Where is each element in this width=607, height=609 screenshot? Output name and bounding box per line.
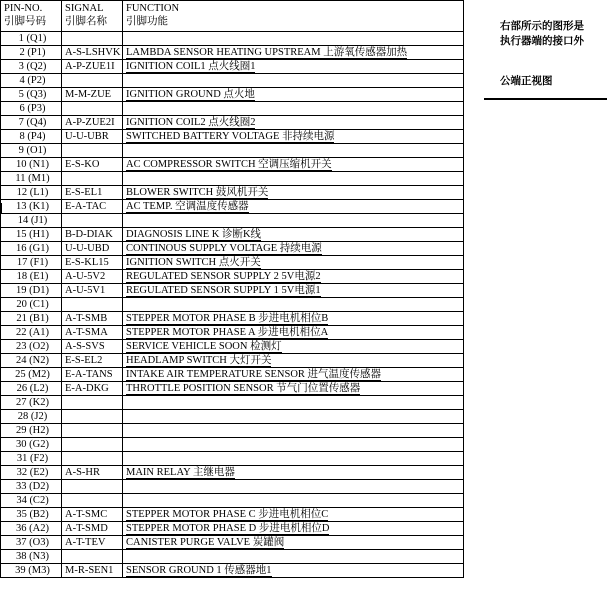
pin-function bbox=[123, 382, 464, 396]
pin-function bbox=[123, 536, 464, 550]
signal-name: E-S-KO bbox=[62, 158, 123, 172]
table-row bbox=[1, 396, 464, 410]
signal-name bbox=[62, 32, 123, 46]
pin-number: 36 (A2) bbox=[1, 522, 62, 536]
table-row bbox=[1, 102, 464, 116]
pin-function bbox=[123, 312, 464, 326]
pin-function bbox=[123, 480, 464, 494]
table-row bbox=[1, 144, 464, 158]
pin-number: 1 (Q1) bbox=[1, 32, 62, 46]
signal-name bbox=[62, 144, 123, 158]
pin-function-text: MAIN RELAY 主继电器 bbox=[126, 466, 235, 478]
table-row bbox=[1, 424, 464, 438]
pin-function bbox=[123, 298, 464, 312]
pin-function-text: AC TEMP. 空调温度传感器 bbox=[126, 200, 249, 212]
signal-name: A-U-5V1 bbox=[62, 284, 123, 298]
table-row bbox=[1, 270, 464, 284]
table-row bbox=[1, 508, 464, 522]
pin-function-text: STEPPER MOTOR PHASE A 步进电机相位A bbox=[126, 326, 329, 338]
signal-name bbox=[62, 438, 123, 452]
table-row bbox=[1, 172, 464, 186]
pin-function-text: LAMBDA SENSOR HEATING UPSTREAM 上游氧传感器加热 bbox=[126, 46, 408, 58]
pin-function bbox=[123, 396, 464, 410]
pin-number: 35 (B2) bbox=[1, 508, 62, 522]
table-row bbox=[1, 354, 464, 368]
pin-function-text: SWITCHED BATTERY VOLTAGE 非持续电源 bbox=[126, 130, 335, 142]
pin-function bbox=[123, 74, 464, 88]
table-row bbox=[1, 116, 464, 130]
pin-header: PIN-NO. 引脚号码 bbox=[1, 1, 62, 32]
signal-name bbox=[62, 396, 123, 410]
table-row bbox=[1, 438, 464, 452]
signal-name bbox=[62, 102, 123, 116]
pin-function bbox=[123, 228, 464, 242]
pin-function bbox=[123, 256, 464, 270]
pin-number: 5 (Q3) bbox=[1, 88, 62, 102]
signal-name: A-U-5V2 bbox=[62, 270, 123, 284]
pin-function-text: DIAGNOSIS LINE K 诊断K线 bbox=[126, 228, 262, 240]
pin-function bbox=[123, 284, 464, 298]
pin-function bbox=[123, 102, 464, 116]
pin-function bbox=[123, 466, 464, 480]
table-row bbox=[1, 88, 464, 102]
pin-number: 15 (H1) bbox=[1, 228, 62, 242]
pin-function bbox=[123, 158, 464, 172]
table-row bbox=[1, 410, 464, 424]
table-row bbox=[1, 466, 464, 480]
pin-function bbox=[123, 144, 464, 158]
table-row bbox=[1, 382, 464, 396]
pin-number: 17 (F1) bbox=[1, 256, 62, 270]
pin-function-text: INTAKE AIR TEMPERATURE SENSOR 进气温度传感器 bbox=[126, 368, 382, 380]
diagram-note bbox=[500, 19, 584, 49]
pin-number: 9 (O1) bbox=[1, 144, 62, 158]
border-mark bbox=[0, 203, 2, 213]
table-row bbox=[1, 46, 464, 60]
pin-function bbox=[123, 172, 464, 186]
pin-function bbox=[123, 452, 464, 466]
pin-function bbox=[123, 550, 464, 564]
table-row bbox=[1, 522, 464, 536]
table-row bbox=[1, 312, 464, 326]
table-row bbox=[1, 74, 464, 88]
table-row bbox=[1, 186, 464, 200]
table-row bbox=[1, 452, 464, 466]
pin-function bbox=[123, 564, 464, 578]
pin-function-text: STEPPER MOTOR PHASE B 步进电机相位B bbox=[126, 312, 329, 324]
pin-number: 29 (H2) bbox=[1, 424, 62, 438]
signal-name: E-S-EL2 bbox=[62, 354, 123, 368]
signal-name bbox=[62, 424, 123, 438]
pin-number: 13 (K1) bbox=[1, 200, 62, 214]
signal-name: A-P-ZUE1I bbox=[62, 60, 123, 74]
signal-name: E-S-KL15 bbox=[62, 256, 123, 270]
signal-name: M-M-ZUE bbox=[62, 88, 123, 102]
table-row bbox=[1, 368, 464, 382]
signal-name: A-T-SMC bbox=[62, 508, 123, 522]
table-row bbox=[1, 130, 464, 144]
pin-number: 21 (B1) bbox=[1, 312, 62, 326]
signal-name: E-S-EL1 bbox=[62, 186, 123, 200]
signal-name: A-S-HR bbox=[62, 466, 123, 480]
signal-name bbox=[62, 214, 123, 228]
pin-number: 37 (O3) bbox=[1, 536, 62, 550]
pin-function bbox=[123, 186, 464, 200]
pin-function-text: SERVICE VEHICLE SOON 检测灯 bbox=[126, 340, 282, 352]
pin-function-text: BLOWER SWITCH 鼓风机开关 bbox=[126, 186, 269, 198]
pin-rows bbox=[1, 32, 464, 578]
pin-number: 25 (M2) bbox=[1, 368, 62, 382]
signal-name bbox=[62, 452, 123, 466]
pin-function-text: CANISTER PURGE VALVE 炭罐阀 bbox=[126, 536, 285, 548]
pin-function bbox=[123, 326, 464, 340]
pin-number: 8 (P4) bbox=[1, 130, 62, 144]
signal-name: A-S-SVS bbox=[62, 340, 123, 354]
signal-name: M-R-SEN1 bbox=[62, 564, 123, 578]
table-row bbox=[1, 536, 464, 550]
pin-function bbox=[123, 88, 464, 102]
pin-number: 12 (L1) bbox=[1, 186, 62, 200]
table-row bbox=[1, 256, 464, 270]
table-header-row bbox=[1, 1, 464, 32]
pin-function bbox=[123, 32, 464, 46]
signal-name: A-T-SMA bbox=[62, 326, 123, 340]
pin-function-text: HEADLAMP SWITCH 大灯开关 bbox=[126, 354, 272, 366]
pin-number: 24 (N2) bbox=[1, 354, 62, 368]
signal-name: A-T-SMD bbox=[62, 522, 123, 536]
pin-number: 31 (F2) bbox=[1, 452, 62, 466]
pin-number: 22 (A1) bbox=[1, 326, 62, 340]
pin-function bbox=[123, 494, 464, 508]
signal-name: A-S-LSHVK bbox=[62, 46, 123, 60]
pin-number: 14 (J1) bbox=[1, 214, 62, 228]
pin-function-text: IGNITION COIL2 点火线圈2 bbox=[126, 116, 256, 128]
table-row bbox=[1, 550, 464, 564]
table-row bbox=[1, 298, 464, 312]
signal-name bbox=[62, 550, 123, 564]
signal-name: E-A-DKG bbox=[62, 382, 123, 396]
pin-function bbox=[123, 410, 464, 424]
signal-name: U-U-UBR bbox=[62, 130, 123, 144]
pin-function bbox=[123, 438, 464, 452]
pin-number: 20 (C1) bbox=[1, 298, 62, 312]
signal-name: A-T-TEV bbox=[62, 536, 123, 550]
table-row bbox=[1, 284, 464, 298]
pin-number: 10 (N1) bbox=[1, 158, 62, 172]
pin-function-text: THROTTLE POSITION SENSOR 节气门位置传感器 bbox=[126, 382, 361, 394]
pin-function bbox=[123, 130, 464, 144]
table-row bbox=[1, 60, 464, 74]
pin-number: 3 (Q2) bbox=[1, 60, 62, 74]
signal-name bbox=[62, 410, 123, 424]
pin-number: 32 (E2) bbox=[1, 466, 62, 480]
pin-function-text: AC COMPRESSOR SWITCH 空调压缩机开关 bbox=[126, 158, 332, 170]
pin-number: 2 (P1) bbox=[1, 46, 62, 60]
signal-name: A-T-SMB bbox=[62, 312, 123, 326]
pin-function-text: IGNITION COIL1 点火线圈1 bbox=[126, 60, 256, 72]
pin-function-text: STEPPER MOTOR PHASE D 步进电机相位D bbox=[126, 522, 330, 534]
pin-number: 18 (E1) bbox=[1, 270, 62, 284]
pin-function bbox=[123, 270, 464, 284]
signal-name bbox=[62, 298, 123, 312]
pin-function bbox=[123, 214, 464, 228]
pin-number: 16 (G1) bbox=[1, 242, 62, 256]
pin-function bbox=[123, 354, 464, 368]
pin-function bbox=[123, 508, 464, 522]
function-header: FUNCTION 引脚功能 bbox=[123, 1, 464, 32]
table-row bbox=[1, 214, 464, 228]
diagram-note-line-1: 右部所示的图形是 bbox=[500, 20, 584, 32]
pin-function-text: STEPPER MOTOR PHASE C 步进电机相位C bbox=[126, 508, 329, 520]
table-row bbox=[1, 242, 464, 256]
pin-function-text: CONTINOUS SUPPLY VOLTAGE 持续电源 bbox=[126, 242, 322, 254]
pin-function bbox=[123, 522, 464, 536]
pin-number: 11 (M1) bbox=[1, 172, 62, 186]
pin-function-text: IGNITION SWITCH 点火开关 bbox=[126, 256, 261, 268]
signal-name bbox=[62, 480, 123, 494]
table-row bbox=[1, 228, 464, 242]
signal-name: A-P-ZUE2I bbox=[62, 116, 123, 130]
signal-name: E-A-TAC bbox=[62, 200, 123, 214]
signal-header: SIGNAL 引脚名称 bbox=[62, 1, 123, 32]
signal-name bbox=[62, 74, 123, 88]
table-row bbox=[1, 340, 464, 354]
pin-function bbox=[123, 242, 464, 256]
pin-number: 26 (L2) bbox=[1, 382, 62, 396]
pin-function bbox=[123, 200, 464, 214]
table-row bbox=[1, 480, 464, 494]
signal-name bbox=[62, 172, 123, 186]
pin-function bbox=[123, 46, 464, 60]
signal-name bbox=[62, 494, 123, 508]
pin-function bbox=[123, 116, 464, 130]
front-view-label: 公端正视图 bbox=[500, 75, 553, 87]
diagram-note-line-2: 执行器端的接口外 bbox=[500, 35, 584, 47]
pin-number: 23 (O2) bbox=[1, 340, 62, 354]
pin-number: 19 (D1) bbox=[1, 284, 62, 298]
table-row bbox=[1, 494, 464, 508]
pin-number: 28 (J2) bbox=[1, 410, 62, 424]
signal-name: E-A-TANS bbox=[62, 368, 123, 382]
pin-function-text: IGNITION GROUND 点火地 bbox=[126, 88, 255, 100]
pin-number: 6 (P3) bbox=[1, 102, 62, 116]
pin-number: 27 (K2) bbox=[1, 396, 62, 410]
pin-function bbox=[123, 368, 464, 382]
pin-number: 34 (C2) bbox=[1, 494, 62, 508]
pin-function-text: REGULATED SENSOR SUPPLY 2 5V电源2 bbox=[126, 270, 321, 282]
side-panel bbox=[484, 0, 607, 100]
pin-number: 30 (G2) bbox=[1, 438, 62, 452]
pin-number: 33 (D2) bbox=[1, 480, 62, 494]
table-row bbox=[1, 32, 464, 46]
table-row bbox=[1, 200, 464, 214]
table-row bbox=[1, 326, 464, 340]
pin-number: 7 (Q4) bbox=[1, 116, 62, 130]
pin-function bbox=[123, 424, 464, 438]
pin-number: 38 (N3) bbox=[1, 550, 62, 564]
signal-name: B-D-DIAK bbox=[62, 228, 123, 242]
pin-number: 4 (P2) bbox=[1, 74, 62, 88]
pin-number: 39 (M3) bbox=[1, 564, 62, 578]
signal-name: U-U-UBD bbox=[62, 242, 123, 256]
pin-function-text: SENSOR GROUND 1 传感器地1 bbox=[126, 564, 272, 576]
pin-function bbox=[123, 340, 464, 354]
table-row bbox=[1, 158, 464, 172]
pin-function-text: REGULATED SENSOR SUPPLY 1 5V电源1 bbox=[126, 284, 321, 296]
pin-function bbox=[123, 60, 464, 74]
table-row bbox=[1, 564, 464, 578]
